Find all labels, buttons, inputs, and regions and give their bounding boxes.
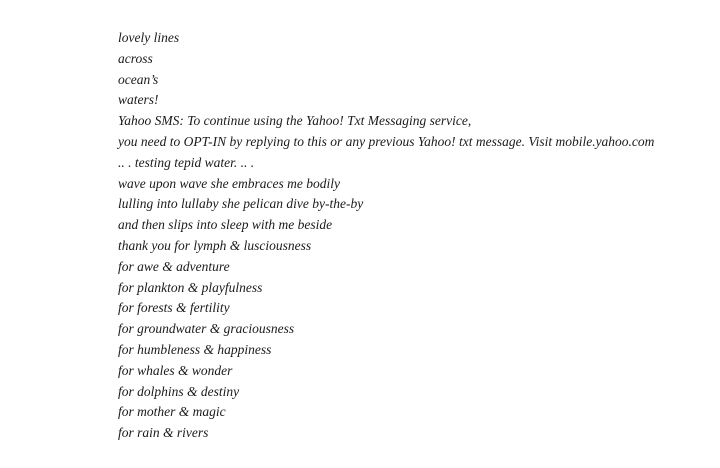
poem-line: for humbleness & happiness	[118, 341, 272, 357]
poem-line: for mother & magic	[118, 404, 226, 420]
sms-notice-line: Yahoo SMS: To continue using the Yahoo! Txt Messaging service,	[118, 113, 472, 129]
poem-line: for forests & fertility	[118, 300, 230, 316]
poem-line: for dolphins & destiny	[118, 383, 240, 399]
poem-line: for awe & adventure	[118, 258, 230, 274]
poem-line: for rain & rivers	[118, 425, 209, 441]
poem-line: across	[118, 50, 153, 66]
poem-line: waters!	[118, 92, 159, 108]
poem-line: thank you for lymph & lusciousness	[118, 237, 312, 253]
poem-line: lulling into lullaby she pelican dive by-the-by	[118, 196, 364, 212]
poem-line: for plankton & playfulness	[118, 279, 263, 295]
poem-line: ocean’s	[118, 71, 159, 87]
poem-line: .. . testing tepid water. .. .	[118, 154, 255, 170]
poem-line: wave upon wave she embraces me bodily	[118, 175, 340, 191]
poem-text	[118, 28, 654, 444]
sms-notice-line: you need to OPT-IN by replying to this or any previous Yahoo! txt message. Visit mobile.yahoo.com	[118, 133, 655, 149]
poem-line: and then slips into sleep with me beside	[118, 217, 333, 233]
poem-line: for groundwater & graciousness	[118, 321, 295, 337]
poem-line: lovely lines	[118, 30, 180, 45]
poem-line: for whales & wonder	[118, 362, 233, 378]
